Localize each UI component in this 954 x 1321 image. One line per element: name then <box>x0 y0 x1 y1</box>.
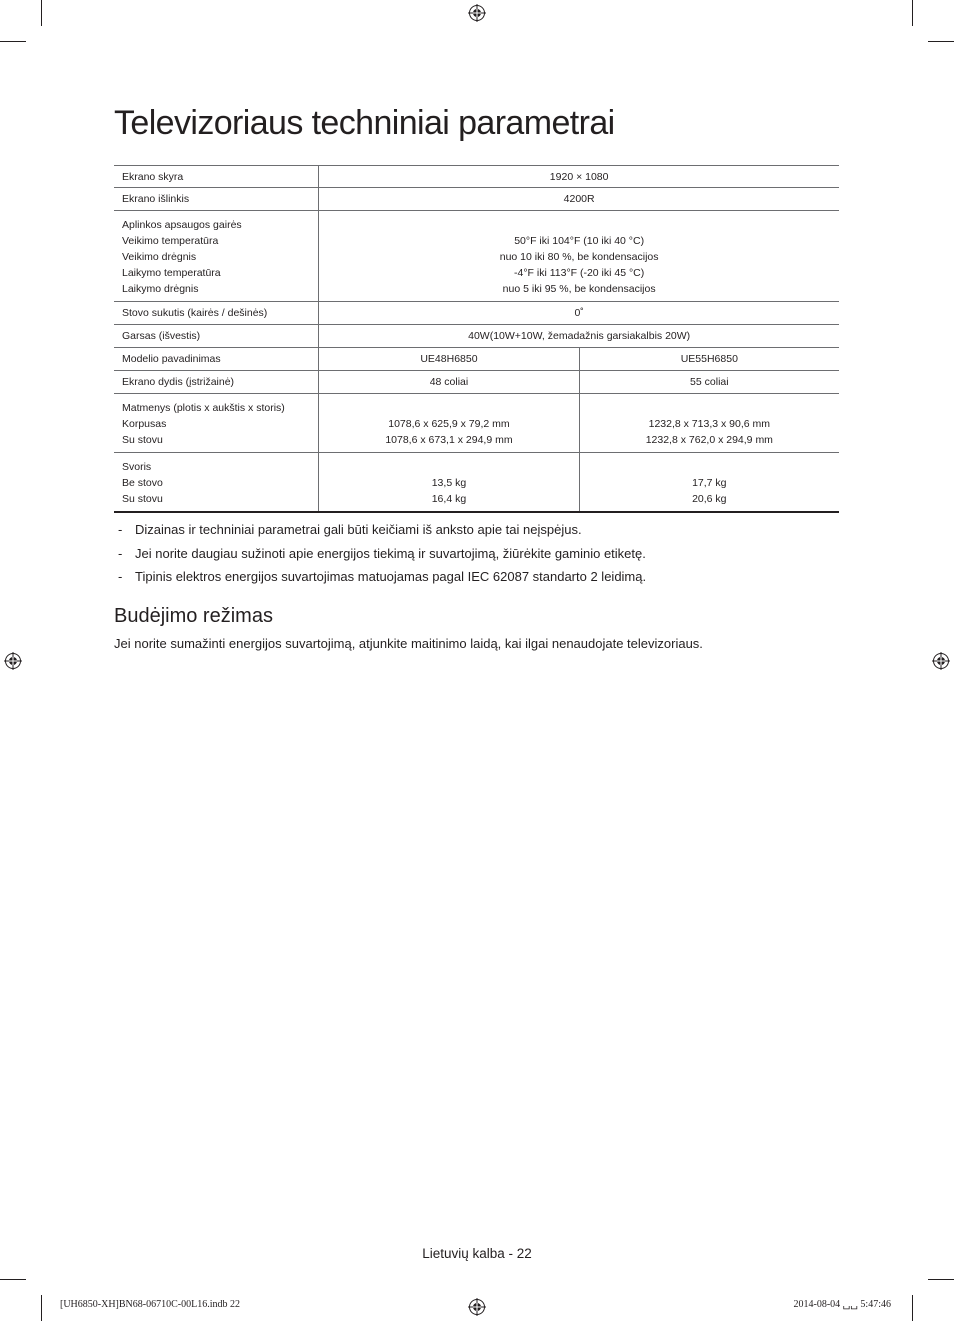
spec-value-model-48: 48 coliai <box>319 371 579 394</box>
crop-mark <box>0 41 26 42</box>
spec-value-model-48: 1078,6 x 625,9 x 79,2 mm 1078,6 x 673,1 x 294,9 mm <box>319 394 579 453</box>
spec-value-model-55: 17,7 kg 20,6 kg <box>579 453 839 513</box>
crop-mark <box>41 1295 42 1321</box>
spec-label: Modelio pavadinimas <box>114 348 319 371</box>
table-row <box>114 166 839 188</box>
spec-label: Ekrano dydis (įstrižainė) <box>114 371 319 394</box>
note-text: Dizainas ir techniniai parametrai gali būti keičiami iš anksto apie tai neįspėjus. <box>135 522 582 537</box>
table-row <box>114 211 839 302</box>
table-row <box>114 188 839 211</box>
file-info: [UH6850-XH]BN68-06710C-00L16.indb 22 <box>60 1299 240 1310</box>
note-text: Tipinis elektros energijos suvartojimas matuojamas pagal IEC 62087 standarto 2 leidimą. <box>135 569 647 584</box>
registration-mark-icon <box>468 4 486 22</box>
spec-value-model-55: 55 coliai <box>579 371 839 394</box>
page-number: Lietuvių kalba - 22 <box>422 1246 532 1261</box>
registration-mark-icon <box>932 652 950 670</box>
registration-mark-icon <box>468 1298 486 1316</box>
spec-value: 40W(10W+10W, žemadažnis garsiakalbis 20W) <box>319 325 839 348</box>
table-row <box>114 348 839 371</box>
spec-value: 4200R <box>319 188 839 211</box>
list-item <box>114 521 844 545</box>
spec-value: 1920 × 1080 <box>319 166 839 188</box>
spec-label: Aplinkos apsaugos gairės Veikimo temperatūra Veikimo drėgnis Laikymo temperatūra Laikymo drėgnis <box>114 211 319 302</box>
spec-table <box>114 165 839 513</box>
section-title: Budėjimo režimas <box>114 605 273 627</box>
crop-mark <box>912 0 913 26</box>
crop-mark <box>41 0 42 26</box>
crop-mark <box>928 1279 954 1280</box>
section-body: Jei norite sumažinti energijos suvartojimą, atjunkite maitinimo laidą, kai ilgai nenaudojate televizoriaus. <box>114 636 703 651</box>
table-row <box>114 302 839 325</box>
spec-value-model-55: UE55H6850 <box>579 348 839 371</box>
table-row <box>114 453 839 513</box>
table-row <box>114 371 839 394</box>
spec-value: 0˚ <box>319 302 839 325</box>
print-timestamp: 2014-08-04 ␣␣ 5:47:46 <box>793 1299 891 1310</box>
spec-label: Matmenys (plotis x aukštis x storis) Korpusas Su stovu <box>114 394 319 453</box>
list-item <box>114 545 844 569</box>
spec-label: Ekrano skyra <box>114 166 319 188</box>
bullet-dash: - <box>118 522 123 537</box>
page-title: Televizoriaus techniniai parametrai <box>114 104 615 142</box>
spec-value-model-48: UE48H6850 <box>319 348 579 371</box>
note-text: Jei norite daugiau sužinoti apie energijos tiekimą ir suvartojimą, žiūrėkite gaminio etiketę. <box>135 545 646 561</box>
crop-mark <box>928 41 954 42</box>
spec-label: Garsas (išvestis) <box>114 325 319 348</box>
bullet-dash: - <box>118 545 123 561</box>
notes-list <box>114 521 844 592</box>
list-item <box>114 568 844 592</box>
crop-mark <box>0 1279 26 1280</box>
table-row <box>114 394 839 453</box>
crop-mark <box>912 1295 913 1321</box>
spec-label: Ekrano išlinkis <box>114 188 319 211</box>
spec-value: 50°F iki 104°F (10 iki 40 °C) nuo 10 iki 80 %, be kondensacijos -4°F iki 113°F (-20 iki 45 °C) nuo 5 iki 95 %, be kondensacijos <box>319 211 839 302</box>
spec-label: Stovo sukutis (kairės / dešinės) <box>114 302 319 325</box>
spec-value-model-55: 1232,8 x 713,3 x 90,6 mm 1232,8 x 762,0 x 294,9 mm <box>579 394 839 453</box>
spec-value-model-48: 13,5 kg 16,4 kg <box>319 453 579 513</box>
spec-label: Svoris Be stovo Su stovu <box>114 453 319 513</box>
registration-mark-icon <box>4 652 22 670</box>
table-row <box>114 325 839 348</box>
bullet-dash: - <box>118 569 123 584</box>
